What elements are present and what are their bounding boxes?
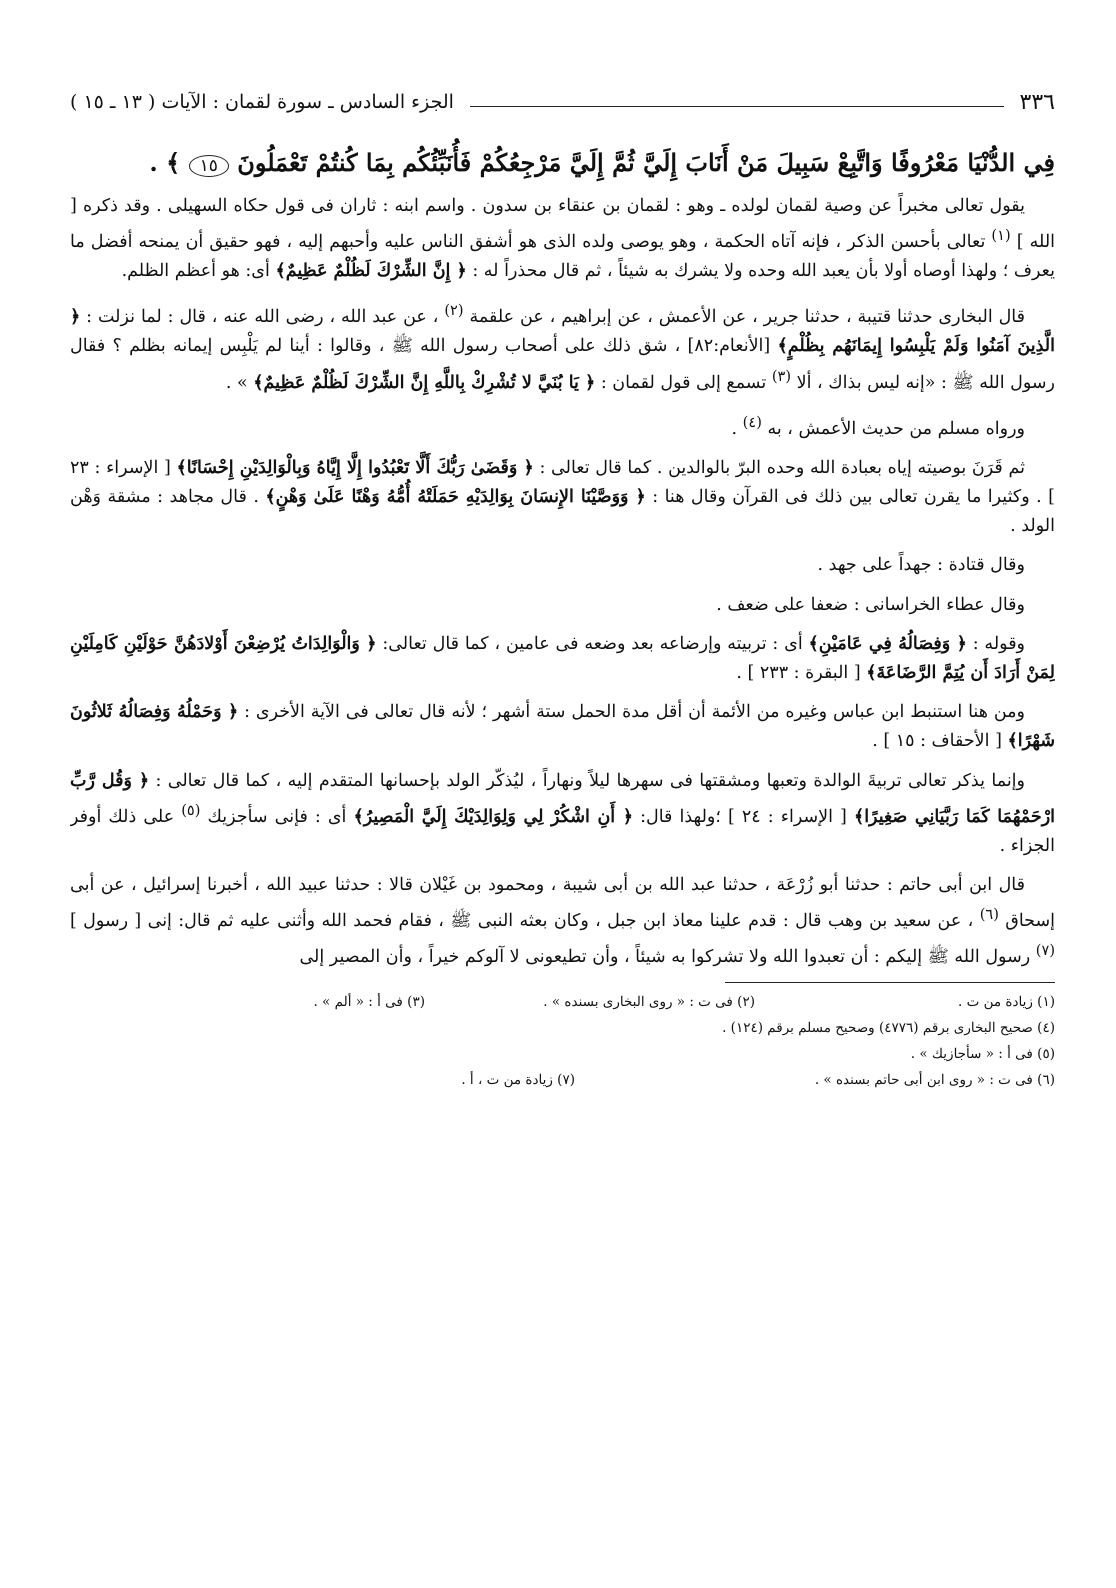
paragraph (70, 871, 1055, 972)
quran-quote: ﴿ يَا بُنَيَّ لا تُشْرِكْ بِاللَّهِ إِنَّ الشِّرْكَ لَظُلْمٌ عَظِيمٌ﴾ (253, 372, 596, 393)
footnote: (٥) فى أ : « سأجازيك » . (910, 1046, 1055, 1063)
verse-number-marker: ١٥ (189, 155, 229, 177)
footnote-row (70, 989, 1055, 1015)
text: [ الإسراء : ٢٤ ] ؛ولهذا قال: (633, 806, 854, 827)
text: . (731, 418, 743, 439)
footnote-row (70, 1067, 1055, 1093)
quran-quote: ﴿ وَقَضَىٰ رَبُّكَ أَلَّا تَعْبُدُوا إِلَّا إِيَّاهُ وَبِالْوَالِدَيْنِ إِحْسَانًا﴾ (176, 457, 534, 478)
footnote: (٣) فى أ : « ألم » . (313, 994, 425, 1011)
text: » . (225, 372, 254, 393)
footnote-ref: (٦) (979, 906, 999, 924)
text: أى : فإنى سأجزيك (200, 806, 354, 827)
text: ومن هنا استنبط ابن عباس وغيره من الأئمة أن أقل مدة الحمل ستة أشهر ؛ لأنه قال تعالى فى الآية الأخرى : (238, 702, 1025, 723)
paragraph (70, 454, 1055, 542)
text: قال ابن أبى حاتم : حدثنا أبو زُرْعَة ، حدثنا عبد الله بن أبى شيبة ، ومحمود بن غَيْلان قالا : حدثنا عبيد الله ، أخبرنا إسرائيل ، عن أبى إسحاق (70, 875, 1055, 932)
text: وقال قتادة : جهداً على جهد . (817, 555, 1025, 576)
paragraph (70, 767, 1055, 861)
paragraph (70, 551, 1055, 580)
text: رسول الله ﷺ إليكم : أن تعبدوا الله ولا تشركوا به شيئاً ، وأن تطيعونى لا آلوكم خيراً ، وأن المصير إلى (299, 947, 1036, 968)
text: قال البخارى حدثنا قتيبة ، حدثنا جرير ، عن الأعمش ، عن إبراهيم ، عن علقمة (463, 307, 1026, 328)
text: ، عن سعيد بن وهب قال : قدم علينا معاذ ابن جبل ، وكان بعثه النبى ﷺ ، فقام فحمد الله وأثنى عليه ثم قال: إنى [ رسول ] (70, 911, 980, 932)
verse-text: فِي الدُّنْيَا مَعْرُوفًا وَاتَّبِعْ سَبِيلَ مَنْ أَنَابَ إِلَيَّ ثُمَّ إِلَيَّ مَرْجِعُكُمْ فَأُنَبِّئُكُم بِمَا كُنتُمْ تَعْمَلُونَ (237, 148, 1055, 177)
text: ، عن عبد الله ، رضى الله عنه ، قال : لما نزلت : (80, 307, 445, 328)
quran-quote: ﴿ إِنَّ الشِّرْكَ لَظُلْمٌ عَظِيمٌ﴾ (275, 261, 467, 282)
quran-quote: ﴿ وَفِصَالُهُ فِي عَامَيْنِ﴾ (808, 633, 967, 654)
text: ورواه مسلم من حديث الأعمش ، به (761, 418, 1025, 439)
footnotes (70, 989, 1055, 1093)
footnote-ref: (١) (991, 227, 1011, 245)
quran-quote: ﴿ الَّذِينَ آمَنُوا وَلَمْ يَلْبِسُوا إِيمَانَهُم بِظُلْمٍ﴾ (70, 307, 1055, 357)
text: تسمع إلى قول لقمان : (595, 372, 772, 393)
text: وإنما يذكر تعالى تربيةَ الوالدة وتعبها ومشقتها فى سهرها ليلاً ونهاراً ، ليُذكّر الولد بإحسانها المتقدم إليه ، كما قال تعالى : (149, 770, 1025, 791)
text: على ذلك أوفر الجزاء . (70, 806, 1055, 856)
text: [الأنعام:٨٢] ، شق ذلك على أصحاب رسول الله ﷺ ، وقالوا : أينا لم يَلْبِس إيمانه بظلم ؟ فقال رسول الله ﷺ : «إنه ليس بذاك ، ألا (70, 336, 1055, 393)
text: أى : تربيته وإرضاعه بعد وضعه فى عامين ، كما قال تعالى: (376, 633, 809, 654)
paragraph (70, 192, 1055, 286)
footnote-ref: (٣) (771, 367, 792, 385)
page-number: ٣٣٦ (1019, 89, 1055, 115)
paragraph (70, 630, 1055, 688)
text: يقول تعالى مخبراً عن وصية لقمان لولده ـ وهو : لقمان بن عنقاء بن سدون . واسم ابنه : ثاران فى قول حكاه السهيلى . وقد ذكره [ الله ] (70, 196, 1055, 253)
footnote: (٢) فى ت : « روى البخارى بسنده » . (543, 994, 755, 1011)
text: أى: هو أعظم الظلم. (121, 261, 276, 282)
text: [ البقرة : ٢٣٣ ] . (736, 662, 867, 683)
text: ثم قَرَنَ بوصيته إياه بعبادة الله وحده البرّ بالوالدين . كما قال تعالى : (533, 457, 1025, 478)
footnote-ref: (٢) (444, 302, 464, 320)
footnote-ref: (٥) (181, 801, 201, 819)
quran-quote: ﴿ وَحَمْلُهُ وَفِصَالُهُ ثَلاثُونَ شَهْرًا﴾ (70, 702, 1055, 752)
footnote: (٦) فى ت : « روى ابن أبى حاتم بسنده » . (814, 1072, 1055, 1089)
footnote: (٧) زيادة من ت ، أ . (461, 1072, 575, 1089)
verse-end: ﴾ . (149, 148, 181, 177)
footnote: (٤) صحيح البخارى برقم (٤٧٧٦) وصحيح مسلم برقم (١٢٤) . (722, 1020, 1055, 1037)
quran-quote: ﴿ وَقُل رَّبِّ ارْحَمْهُمَا كَمَا رَبَّيَانِي صَغِيرًا﴾ (70, 770, 1055, 827)
footnote-row (70, 1015, 1055, 1041)
paragraph (70, 296, 1055, 397)
paragraph (70, 698, 1055, 756)
footnote-rule (725, 982, 1055, 983)
verse-line (70, 144, 1055, 182)
quran-quote: ﴿ وَوَصَّيْنَا الإِنسَانَ بِوَالِدَيْهِ حَمَلَتْهُ أُمُّهُ وَهْنًا عَلَىٰ وَهْنٍ﴾ (265, 486, 646, 507)
paragraph (70, 408, 1055, 444)
text: وقوله : (966, 633, 1026, 654)
text: . قال مجاهد : مشقة وَهْن الولد . (70, 486, 1055, 537)
paragraph (70, 591, 1055, 620)
quran-quote: ﴿ وَالْوَالِدَاتُ يُرْضِعْنَ أَوْلادَهُنَّ حَوْلَيْنِ كَامِلَيْنِ لِمَنْ أَرَادَ أَن يُتِمَّ الرَّضَاعَةَ﴾ (70, 633, 1055, 683)
page (70, 82, 1055, 1522)
running-header (70, 82, 1055, 122)
footnote-row (70, 1041, 1055, 1067)
footnote: (١) زيادة من ت . (958, 994, 1055, 1011)
header-rule (470, 106, 1004, 107)
text: [ الإسراء : ٢٣ ] . وكثيرا ما يقرن تعالى بين ذلك فى القرآن وقال هنا : (70, 457, 1055, 507)
text: [ الأحقاف : ١٥ ] . (872, 731, 1008, 752)
header-title: الجزء السادس ـ سورة لقمان : الآيات ( ١٣ ـ ١٥ ) (70, 91, 454, 113)
quran-quote: ﴿ أَنِ اشْكُرْ لِي وَلِوَالِدَيْكَ إِلَيَّ الْمَصِيرُ﴾ (353, 806, 634, 827)
text: وقال عطاء الخراسانى : ضعفا على ضعف . (716, 594, 1025, 615)
footnote-ref: (٧) (1035, 942, 1055, 960)
footnote-ref: (٤) (742, 413, 762, 431)
text: تعالى بأحسن الذكر ، فإنه آتاه الحكمة ، وهو يوصى ولده الذى هو أشفق الناس عليه وأحبهم إليه ، فهو حقيق أن يمنحه أفضل ما يعرف ؛ ولهذا أوصاه أولا بأن يعبد الله وحده ولا يشرك به شيئاً ، ثم قال محذراً له : (70, 232, 1055, 282)
